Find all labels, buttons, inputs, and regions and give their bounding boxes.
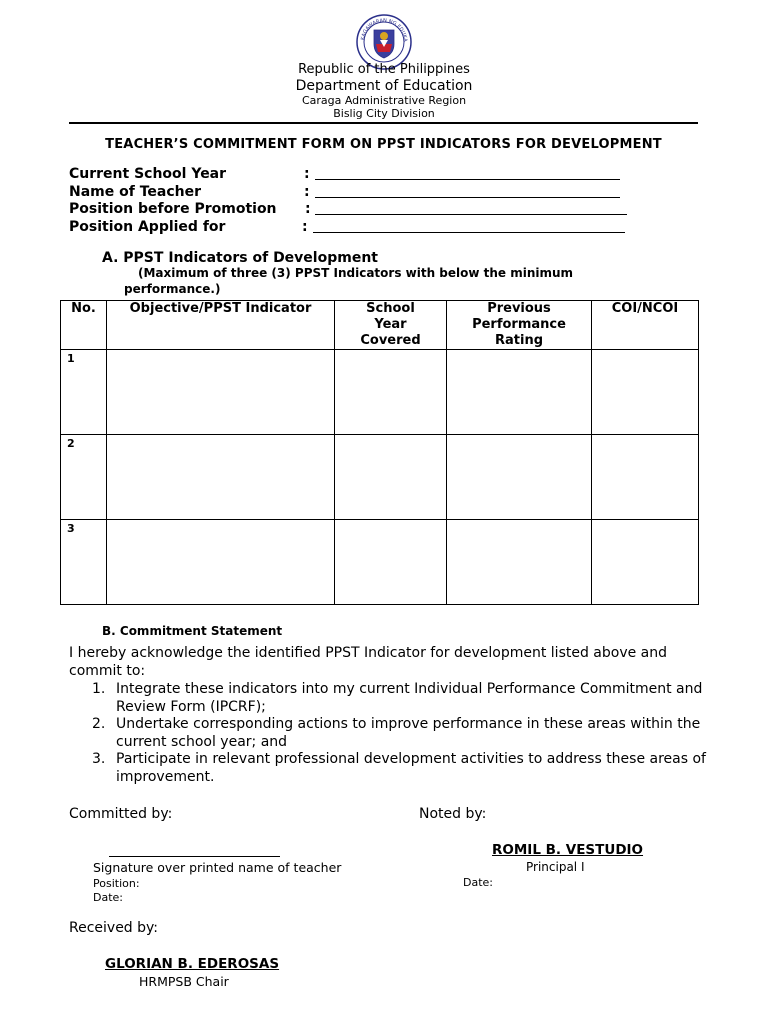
col-header-no: No. xyxy=(61,301,107,350)
cell-coi-ncoi[interactable] xyxy=(592,435,699,520)
row-number: 3 xyxy=(61,520,107,605)
principal-date-label: Date: xyxy=(463,876,493,889)
fill-line[interactable] xyxy=(315,197,620,198)
cell-previous-rating[interactable] xyxy=(447,350,592,435)
col-header-objective: Objective/PPST Indicator xyxy=(107,301,335,350)
field-position-before-promotion[interactable]: Position before Promotion : xyxy=(69,201,639,219)
header-republic: Republic of the Philippines xyxy=(298,62,470,77)
cell-coi-ncoi[interactable] xyxy=(592,520,699,605)
section-a-note-cont: performance.) xyxy=(124,282,221,296)
row-number: 1 xyxy=(61,350,107,435)
list-item: 3. Participate in relevant professional development activities to address these areas of improvement. xyxy=(92,751,706,785)
receiver-title: HRMPSB Chair xyxy=(139,974,229,989)
cell-previous-rating[interactable] xyxy=(447,520,592,605)
noted-by-label: Noted by: xyxy=(419,806,487,822)
col-header-school-year: School Year Covered xyxy=(335,301,447,350)
field-label: Position Applied for xyxy=(69,219,226,235)
section-b-heading: B. Commitment Statement xyxy=(102,624,283,638)
teacher-position-label: Position: xyxy=(93,877,140,890)
principal-name: ROMIL B. VESTUDIO xyxy=(492,842,644,858)
header-department: Department of Education xyxy=(295,78,473,94)
field-name-of-teacher[interactable]: Name of Teacher : xyxy=(69,184,629,202)
header-division: Bislig City Division xyxy=(333,107,435,120)
list-item: 2. Undertake corresponding actions to improve performance in these areas within the current school year; and xyxy=(92,716,701,750)
fill-line[interactable] xyxy=(313,232,625,233)
row-number: 2 xyxy=(61,435,107,520)
col-header-coi-ncoi: COI/NCOI xyxy=(592,301,699,350)
cell-previous-rating[interactable] xyxy=(447,435,592,520)
list-item: 1. Integrate these indicators into my current Individual Performance Commitment and Review Form (IPCRF); xyxy=(92,681,703,715)
cell-objective[interactable] xyxy=(107,520,335,605)
fill-line[interactable] xyxy=(315,214,627,215)
cell-coi-ncoi[interactable] xyxy=(592,350,699,435)
teacher-signature-caption: Signature over printed name of teacher xyxy=(93,860,342,875)
commitment-intro: I hereby acknowledge the identified PPST Indicator for development listed above and commit to: xyxy=(69,645,668,679)
field-current-school-year[interactable]: Current School Year : xyxy=(69,166,629,184)
cell-objective[interactable] xyxy=(107,435,335,520)
table-row xyxy=(61,350,699,435)
commitment-list xyxy=(69,681,709,786)
field-label: Position before Promotion xyxy=(69,201,277,217)
form-title: TEACHER’S COMMITMENT FORM ON PPST INDICATORS FOR DEVELOPMENT xyxy=(105,137,662,152)
cell-objective[interactable] xyxy=(107,350,335,435)
cell-school-year[interactable] xyxy=(335,520,447,605)
field-position-applied-for[interactable]: Position Applied for : xyxy=(69,219,639,237)
table-row xyxy=(61,520,699,605)
teacher-signature-line[interactable] xyxy=(109,856,280,857)
field-label: Name of Teacher xyxy=(69,184,202,200)
col-header-previous-rating: Previous Performance Rating xyxy=(447,301,592,350)
header-region: Caraga Administrative Region xyxy=(301,94,467,107)
section-a-note: (Maximum of three (3) PPST Indicators with below the minimum xyxy=(138,266,574,280)
table-header-row xyxy=(61,301,699,350)
cell-school-year[interactable] xyxy=(335,350,447,435)
table-row xyxy=(61,435,699,520)
fill-line[interactable] xyxy=(315,179,620,180)
receiver-name: GLORIAN B. EDEROSAS xyxy=(105,956,280,972)
field-label: Current School Year xyxy=(69,166,227,182)
ppst-indicator-table xyxy=(60,300,699,605)
seal-ring-text: KAGAWARAN NG EDUKA xyxy=(360,17,409,42)
section-a-heading: A. PPST Indicators of Development xyxy=(102,250,378,266)
principal-title: Principal I xyxy=(526,860,585,874)
committed-by-label: Committed by: xyxy=(69,806,173,822)
received-by-label: Received by: xyxy=(69,920,159,936)
header-divider xyxy=(69,122,698,124)
teacher-date-label: Date: xyxy=(93,891,123,904)
cell-school-year[interactable] xyxy=(335,435,447,520)
